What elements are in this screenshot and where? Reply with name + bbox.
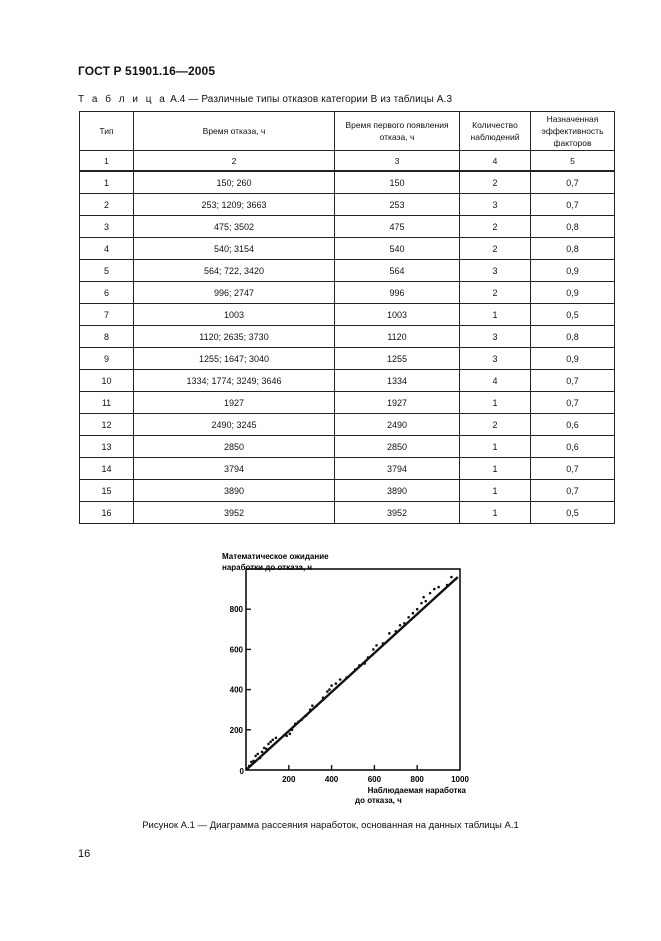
cell-failure-times: 3890	[134, 480, 335, 502]
scatter-point	[328, 688, 331, 691]
cell-failure-times: 1334; 1774; 3249; 3646	[134, 370, 335, 392]
cell-failure-times: 475; 3502	[134, 216, 335, 238]
cell-efficiency: 0,5	[531, 502, 615, 524]
cell-first-failure-time: 1334	[335, 370, 460, 392]
scatter-point	[335, 682, 338, 685]
cell-efficiency: 0,9	[531, 348, 615, 370]
cell-first-failure-time: 253	[335, 194, 460, 216]
cell-first-failure-time: 564	[335, 260, 460, 282]
scatter-point	[256, 753, 259, 756]
scatter-point	[326, 690, 329, 693]
cell-first-failure-time: 2490	[335, 414, 460, 436]
cell-observations: 3	[460, 194, 531, 216]
x-axis-title-line2: до отказа, ч	[355, 796, 402, 805]
cell-first-failure-time: 540	[335, 238, 460, 260]
column-number: 4	[460, 151, 531, 172]
y-tick-label: 800	[229, 605, 243, 615]
cell-observations: 1	[460, 304, 531, 326]
cell-first-failure-time: 2850	[335, 436, 460, 458]
cell-failure-times: 1255; 1647; 3040	[134, 348, 335, 370]
scatter-point	[300, 718, 303, 721]
scatter-point	[407, 616, 410, 619]
table-caption-prefix: Т а б л и ц а	[78, 94, 168, 105]
scatter-point	[446, 584, 449, 587]
cell-efficiency: 0,7	[531, 480, 615, 502]
scatter-point	[382, 642, 385, 645]
table-caption-text: А.4 — Различные типы отказов категории В из таблицы А.3	[167, 94, 453, 105]
cell-type: 4	[80, 238, 134, 260]
cell-efficiency: 0,8	[531, 216, 615, 238]
y-tick-label: 600	[229, 645, 243, 655]
scatter-point	[437, 586, 440, 589]
cell-failure-times: 150; 260	[134, 171, 335, 194]
scatter-point	[420, 602, 423, 605]
cell-first-failure-time: 3952	[335, 502, 460, 524]
scatter-point	[403, 622, 406, 625]
cell-observations: 2	[460, 414, 531, 436]
cell-type: 13	[80, 436, 134, 458]
figure-caption: Рисунок А.1 — Диаграмма рассеяния наработок, основанная на данных таблицы А.1	[142, 820, 519, 831]
x-tick-label: 0	[239, 767, 244, 776]
scatter-point	[322, 696, 325, 699]
scatter-point	[358, 664, 361, 667]
scatter-point	[305, 714, 308, 717]
scatter-point	[248, 765, 251, 768]
cell-observations: 1	[460, 436, 531, 458]
chart-points	[246, 576, 458, 770]
document-title: ГОСТ Р 51901.16—2005	[78, 64, 216, 78]
scatter-point	[367, 656, 370, 659]
scatter-point	[429, 592, 432, 595]
cell-type: 10	[80, 370, 134, 392]
cell-efficiency: 0,9	[531, 282, 615, 304]
cell-failure-times: 564; 722, 3420	[134, 260, 335, 282]
y-tick-label: 400	[229, 685, 243, 695]
y-axis-title-line1: Математическое ожидание	[222, 552, 329, 561]
x-axis-title-line1: Наблюдаемая наработка	[367, 786, 466, 795]
cell-type: 14	[80, 458, 134, 480]
y-axis-title-line2: наработки до отказа, ч	[222, 563, 313, 572]
cell-first-failure-time: 1120	[335, 326, 460, 348]
scatter-point	[309, 708, 312, 711]
cell-type: 2	[80, 194, 134, 216]
scatter-point	[424, 600, 427, 603]
column-number: 5	[531, 151, 615, 172]
scatter-point	[265, 748, 268, 751]
cell-observations: 2	[460, 238, 531, 260]
fit-line	[246, 577, 458, 770]
scatter-point	[363, 662, 366, 665]
cell-failure-times: 3952	[134, 502, 335, 524]
cell-observations: 2	[460, 171, 531, 194]
scatter-point	[271, 739, 274, 742]
cell-efficiency: 0,7	[531, 370, 615, 392]
scatter-point	[297, 720, 300, 723]
scatter-point	[261, 751, 264, 754]
scatter-point	[315, 704, 318, 707]
cell-first-failure-time: 996	[335, 282, 460, 304]
cell-failure-times: 1120; 2635; 3730	[134, 326, 335, 348]
cell-failure-times: 2850	[134, 436, 335, 458]
scatter-point	[269, 741, 272, 744]
scatter-point	[311, 704, 314, 707]
column-number: 1	[80, 151, 134, 172]
cell-failure-times: 253; 1209; 3663	[134, 194, 335, 216]
cell-type: 5	[80, 260, 134, 282]
cell-failure-times: 1927	[134, 392, 335, 414]
cell-observations: 1	[460, 458, 531, 480]
scatter-point	[372, 648, 375, 651]
cell-type: 9	[80, 348, 134, 370]
scatter-point	[285, 735, 288, 738]
scatter-point	[454, 578, 457, 581]
x-tick-label: 400	[324, 775, 339, 784]
scatter-point	[330, 684, 333, 687]
x-tick-label: 600	[367, 775, 382, 784]
scatter-point	[395, 630, 398, 633]
scatter-point	[294, 722, 297, 725]
scatter-point	[354, 668, 357, 671]
scatter-point	[388, 632, 391, 635]
column-header-first-failure-time: Время первого появления отказа, ч	[335, 112, 460, 151]
cell-failure-times: 2490; 3245	[134, 414, 335, 436]
scatter-point	[450, 576, 453, 579]
scatter-point	[375, 644, 378, 647]
cell-efficiency: 0,6	[531, 414, 615, 436]
column-number: 3	[335, 151, 460, 172]
cell-efficiency: 0,8	[531, 238, 615, 260]
cell-first-failure-time: 475	[335, 216, 460, 238]
cell-first-failure-time: 3890	[335, 480, 460, 502]
page-number: 16	[78, 848, 91, 860]
x-tick-label: 1000	[451, 775, 469, 784]
cell-type: 8	[80, 326, 134, 348]
cell-efficiency: 0,7	[531, 194, 615, 216]
cell-type: 3	[80, 216, 134, 238]
cell-efficiency: 0,5	[531, 304, 615, 326]
cell-first-failure-time: 150	[335, 171, 460, 194]
cell-type: 7	[80, 304, 134, 326]
x-tick-label: 200	[282, 775, 296, 784]
column-header-failure-time: Время отказа, ч	[134, 112, 335, 151]
cell-efficiency: 0,7	[531, 392, 615, 414]
cell-failure-times: 1003	[134, 304, 335, 326]
cell-efficiency: 0,9	[531, 260, 615, 282]
cell-type: 1	[80, 171, 134, 194]
cell-type: 16	[80, 502, 134, 524]
cell-observations: 2	[460, 282, 531, 304]
cell-observations: 2	[460, 216, 531, 238]
cell-observations: 3	[460, 260, 531, 282]
cell-observations: 1	[460, 502, 531, 524]
x-tick-label: 800	[410, 775, 424, 784]
cell-first-failure-time: 3794	[335, 458, 460, 480]
scatter-point	[259, 757, 262, 760]
scatter-point	[254, 755, 257, 758]
column-header-type: Тип	[80, 112, 134, 151]
cell-observations: 4	[460, 370, 531, 392]
cell-observations: 3	[460, 326, 531, 348]
cell-failure-times: 996; 2747	[134, 282, 335, 304]
cell-observations: 1	[460, 480, 531, 502]
scatter-point	[339, 678, 342, 681]
scatter-point	[275, 737, 278, 740]
cell-type: 15	[80, 480, 134, 502]
cell-observations: 3	[460, 348, 531, 370]
cell-observations: 1	[460, 392, 531, 414]
cell-type: 6	[80, 282, 134, 304]
cell-type: 12	[80, 414, 134, 436]
cell-efficiency: 0,7	[531, 171, 615, 194]
cell-efficiency: 0,8	[531, 326, 615, 348]
cell-efficiency: 0,7	[531, 458, 615, 480]
column-number: 2	[134, 151, 335, 172]
column-header-factor-efficiency: Назначенная эффективность факторов	[531, 112, 615, 151]
cell-first-failure-time: 1255	[335, 348, 460, 370]
cell-first-failure-time: 1927	[335, 392, 460, 414]
cell-efficiency: 0,6	[531, 436, 615, 458]
cell-first-failure-time: 1003	[335, 304, 460, 326]
scatter-point	[267, 743, 270, 746]
scatter-point	[399, 624, 402, 627]
scatter-point	[289, 733, 292, 736]
scatter-point	[291, 729, 294, 732]
cell-failure-times: 3794	[134, 458, 335, 480]
scatter-point	[345, 676, 348, 679]
scatter-point	[416, 608, 419, 611]
scatter-point	[422, 596, 425, 599]
scatter-point	[252, 760, 255, 763]
scatter-point	[433, 588, 436, 591]
cell-failure-times: 540; 3154	[134, 238, 335, 260]
cell-type: 11	[80, 392, 134, 414]
column-header-observation-count: Количество наблюдений	[460, 112, 531, 151]
scatter-point	[412, 612, 415, 615]
y-tick-label: 200	[229, 725, 243, 735]
